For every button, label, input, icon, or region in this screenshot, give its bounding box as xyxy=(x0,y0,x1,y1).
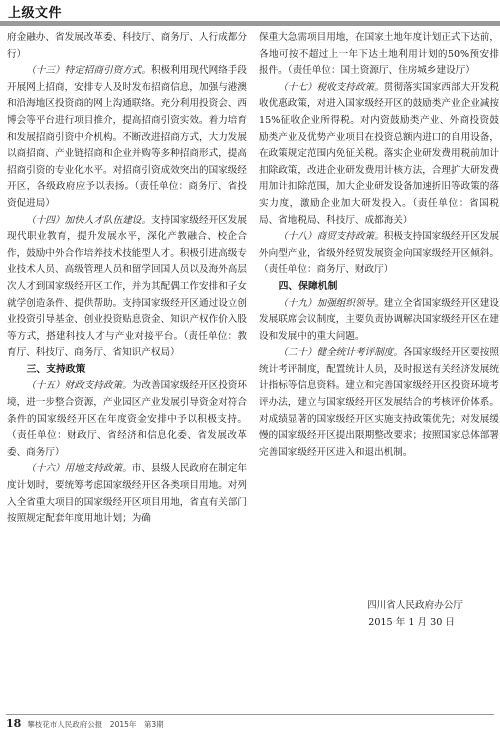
clause-heading: （十八）商贸支持政策。 xyxy=(278,231,384,243)
clause-body: 贯彻落实国家西部大开发税收优惠政策，对进入国家级经开区的鼓励类产业企业减按15%征收企业所得税。对内资鼓励类产业、外商投资鼓励类产业及优势产业项目在投资总额内进口的自用设备，在政策规定范围内免征关税。落实企业研发费用税前加计扣除政策，改进企业研发费用计核方法，合理扩大研发费用加计扣除范围，加大企业研发设备加速折旧等政策的落实力度，激励企业加大研发投入。（责任单位：省国税局、省地税局、科技厅、成都海关） xyxy=(259,81,499,226)
clause-body: 建立全省国家级经开区建设发展联席会议制度，主要负责协调解决国家级经开区在建设和发展中的重大问题。 xyxy=(259,297,499,342)
paragraph xyxy=(7,213,247,362)
section-heading: 四、保障机制 xyxy=(278,280,338,292)
left-column xyxy=(7,30,247,528)
paragraph xyxy=(259,229,499,279)
page-header xyxy=(0,0,500,28)
clause-body: 各国家级经开区要按照统计考评制度，配置统计人员，及时报送有关经济发展统计指标等信息资料。建立和完善国家级经开区投资环境考评办法，建立与国家级经开区发展结合的考核评价体系。对成绩显著的国家级经开区实施支持政策优先；对发展缓慢的国家级经开区提出限期整改要求；按照国家总体部署完善国家级经开区进入和退出机制。 xyxy=(259,347,500,458)
section-title: 上级文件 xyxy=(8,6,63,21)
clause-heading: （十七）税收支持政策。 xyxy=(278,81,384,93)
right-column xyxy=(259,30,499,461)
publication-name: 攀枝花市人民政府公报 2015年 第3期 xyxy=(27,720,164,729)
clause-body: 支持国家级经开区发展现代职业教育，提升发展水平，深化产教融合、校企合作，鼓励中外合作培养技术技能型人才。积极引进高级专业技术人员、高级管理人员和留学回国人员以及海外高层次人才到国家级经开区工作，并为其配偶工作安排和子女就学创造条件、提供帮助。支持国家级经开区通过设立创业投资引导基金、创业投资贴息资金、知识产权作价入股等方式，搭建科技人才与产业对接平台。（责任单位：教育厅、科技厅、商务厅、省知识产权局） xyxy=(7,214,248,359)
clause-heading: （十三）特定招商引资方式。 xyxy=(26,65,151,77)
clause-body: 积极支持国家级经开区发展外向型产业，省级外经贸发展资金向国家级经开区倾斜。（责任单位：商务厅、财政厅） xyxy=(259,231,499,276)
clause-heading: （十九）加强组织领导。 xyxy=(278,297,384,309)
clause-body: 市、县级人民政府在制定年度计划时，要统筹考虑国家级经开区各类项目用地。对列入全省重大项目的国家级经开区项目用地，省直有关部门按照规定配套年度用地计划；为确 xyxy=(7,463,247,525)
paragraph xyxy=(259,345,499,461)
paragraph xyxy=(7,378,247,461)
clause-heading: （二十）健全统计考评制度。 xyxy=(278,347,403,359)
clause-body: 为改善国家级经开区投资环境，进一步整合资源，产业园区产业发展引导资金对符合条件的国家级经开区在年度资金安排中予以积极支持。（责任单位：财政厅、省经济和信息化委、省发展改革委、商务厅） xyxy=(7,380,247,458)
page-number: 18 xyxy=(6,717,22,730)
section-heading: 三、支持政策 xyxy=(26,363,86,375)
clause-body: 积极利用现代网络手段开展网上招商，安排专人及时发布招商信息，加强与港澳和沿海地区投资商的网上沟通联络。充分利用投资会、西博会等平台进行项目推介，提高招商引资实效。着力培育和发展招商引资中介机构。不断改进招商方式，大力发展以商招商、产业链招商和企业并购等多种招商形式，提高招商引资的专业化水平。对招商引资成效突出的国家级经开区，各级政府应予以表扬。（责任单位：商务厅、省投资促进局） xyxy=(7,65,248,209)
page-footer xyxy=(0,714,500,731)
paragraph: 府金融办、省发展改革委、科技厅、商务厅、人行成都分行） xyxy=(7,32,247,60)
header-divider-bar xyxy=(0,21,500,26)
paragraph xyxy=(7,461,247,527)
issue-date: 2015 年 1 月 30 日 xyxy=(368,617,455,628)
paragraph xyxy=(259,296,499,346)
paragraph: 保重大急需项目用地，在国家土地年度计划正式下达前，各地可按不超过上一年下达土地利用计划的50%预安排报件。（责任单位：国土资源厅、住房城乡建设厅） xyxy=(259,32,499,77)
footer-text xyxy=(6,717,164,730)
issuing-organization: 四川省人民政府办公厅 xyxy=(367,600,463,611)
paragraph xyxy=(7,63,247,212)
clause-heading: （十六）用地支持政策。 xyxy=(26,463,132,475)
footer-divider xyxy=(6,714,494,715)
clause-heading: （十四）加快人才队伍建设。 xyxy=(26,214,151,226)
paragraph xyxy=(259,80,499,229)
clause-heading: （十五）财政支持政策。 xyxy=(26,380,132,392)
